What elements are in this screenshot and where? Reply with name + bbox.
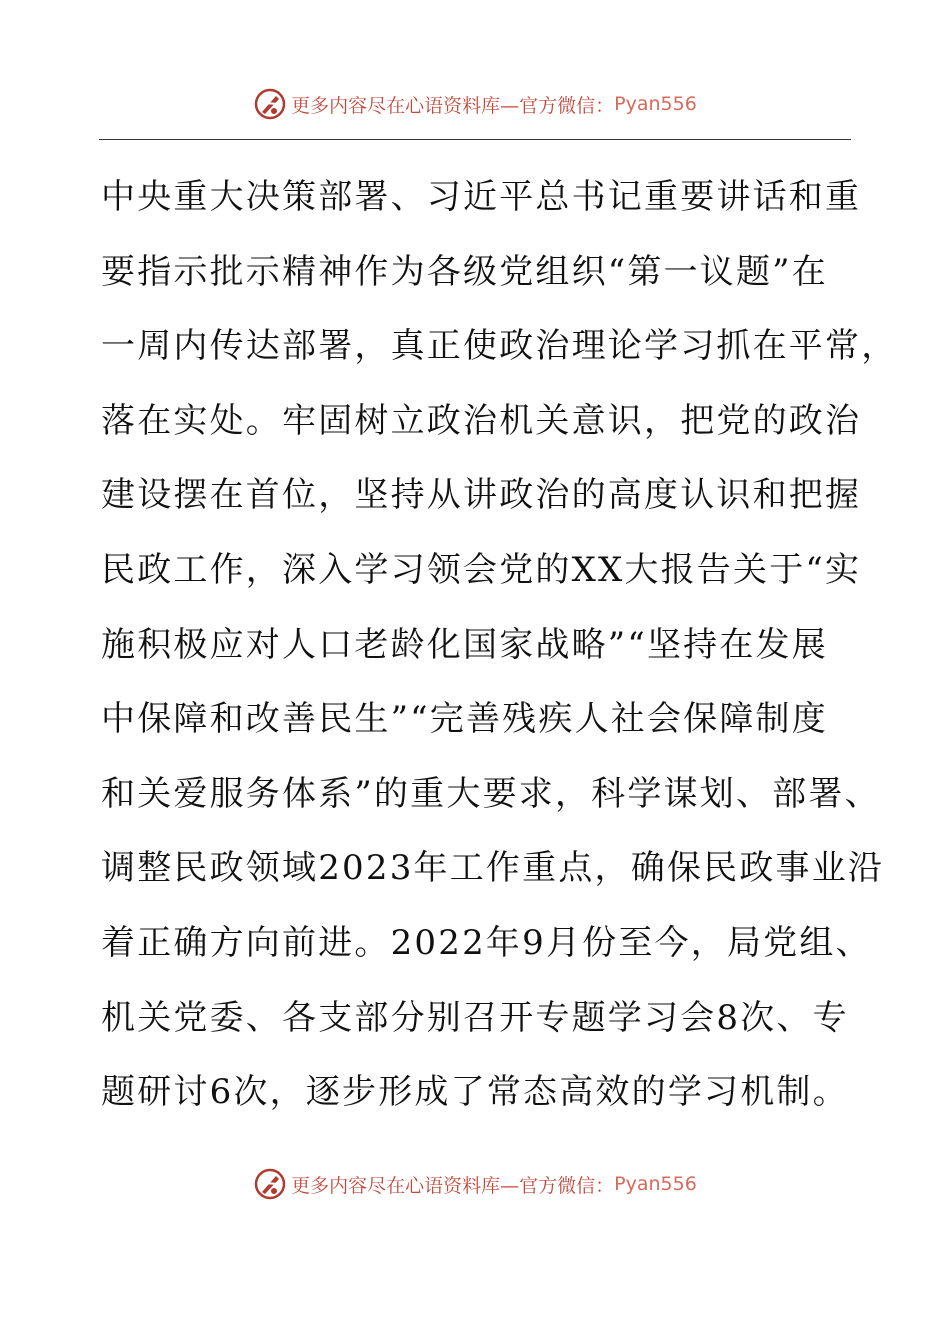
text-line: 落在实处。牢固树立政治机关意识，把党的政治 xyxy=(101,400,862,441)
header-divider xyxy=(99,139,851,140)
text-line: 和关爱服务体系”的重大要求，科学谋划、部署、 xyxy=(101,773,881,814)
text-line: 着正确方向前进。2022年9月份至今，局党组、 xyxy=(101,922,872,963)
banner-text: 更多内容尽在心语资料库—官方微信： xyxy=(291,1174,615,1197)
footer-banner xyxy=(0,1164,950,1204)
header-banner xyxy=(0,84,950,124)
banner-contact: Pyan556 xyxy=(614,93,697,115)
text-line: 一周内传达部署，真正使政治理论学习抓在平常， xyxy=(101,326,898,367)
text-line: 机关党委、各支部分别召开专题学习会8次、专 xyxy=(101,997,849,1038)
pen-nib-seal-icon xyxy=(253,1167,287,1201)
banner-text: 更多内容尽在心语资料库—官方微信： xyxy=(291,94,615,117)
document-body xyxy=(101,160,898,1130)
text-line: 要指示批示精神作为各级党组织“第一议题”在 xyxy=(101,251,828,292)
text-line: 建设摆在首位，坚持从讲政治的高度认识和把握 xyxy=(101,475,862,516)
text-line: 民政工作，深入学习领会党的XX大报告关于“实 xyxy=(101,549,862,590)
text-line: 题研讨6次，逐步形成了常态高效的学习机制。 xyxy=(101,1072,849,1113)
banner-contact: Pyan556 xyxy=(614,1173,697,1195)
text-line: 中央重大决策部署、习近平总书记重要讲话和重 xyxy=(101,177,862,217)
pen-nib-seal-icon xyxy=(253,87,287,121)
text-line: 施积极应对人口老龄化国家战略”“坚持在发展 xyxy=(101,624,828,665)
text-line: 调整民政领域2023年工作重点，确保民政事业沿 xyxy=(101,848,885,889)
text-line: 中保障和改善民生”“完善残疾人社会保障制度 xyxy=(101,699,828,740)
